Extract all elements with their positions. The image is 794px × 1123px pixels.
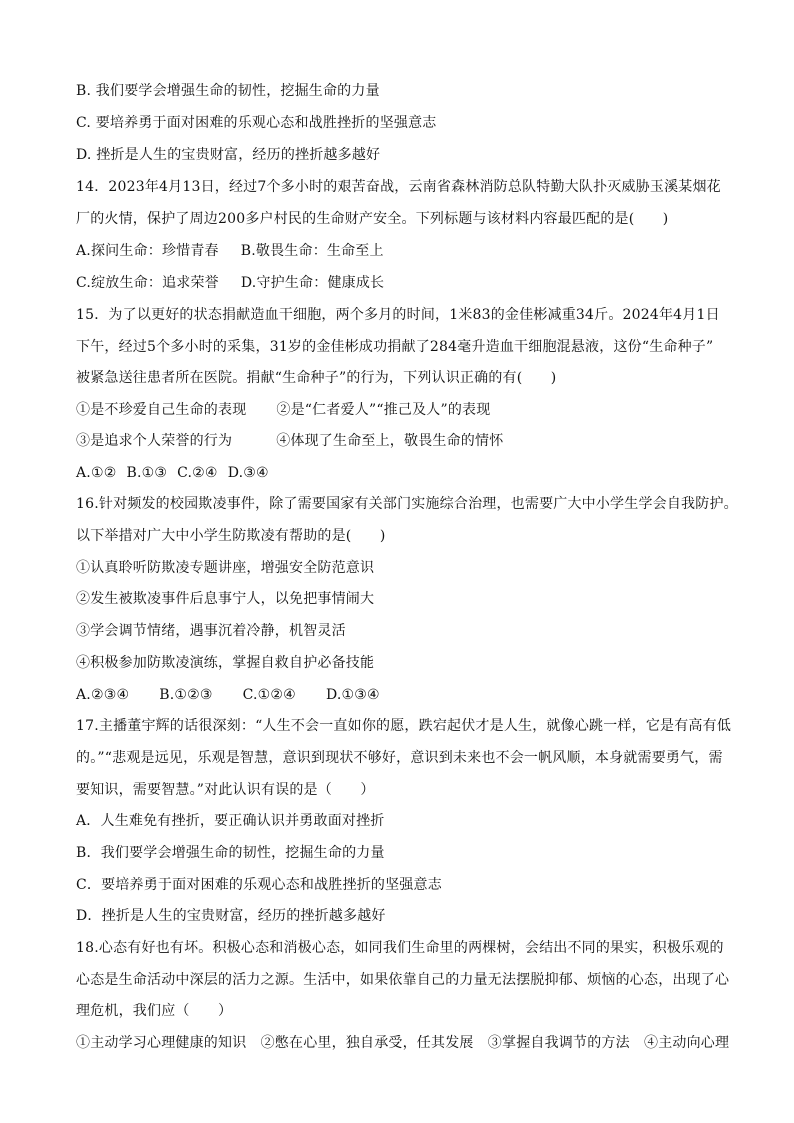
q18-stem-line3: 理危机，我们应（ ） [76, 1003, 233, 1019]
q16-stem-line1: 16.针对频发的校园欺凌事件，除了需要国家有关部门实施综合治理，也需要广大中小学生学会自我防护。 [76, 496, 738, 512]
q15-stem-line2: 下午，经过5个多小时的采集，31岁的金佳彬成功捐献了284毫升造血干细胞混悬液，这份“生命种子” [76, 339, 714, 355]
q14-options-row2 [76, 274, 384, 292]
prev-option-b: B. 我们要学会增强生命的韧性，挖掘生命的力量 [76, 83, 380, 99]
q15-item-2: ②是“仁者爱人”“推己及人”的表现 [276, 402, 491, 418]
q14-option-a: A.探问生命：珍惜青春 [76, 243, 219, 259]
prev-option-d: D. 挫折是人生的宝贵财富，经历的挫折越多越好 [76, 147, 381, 163]
q15-option-d: D.③④ [227, 465, 269, 481]
q14-option-d: D.守护生命：健康成长 [240, 275, 385, 291]
q16-item-2: ②发生被欺凌事件后息事宁人，以免把事情闹大 [76, 591, 375, 607]
q17-stem-line2: 的。”“悲观是远见，乐观是智慧，意识到现状不够好，意识到未来也不会一帆风顺，本身就需要勇气，需 [76, 750, 723, 766]
q18-items-line: ①主动学习心理健康的知识 ②憋在心里，独自承受，任其发展 ③掌握自我调节的方法 ④主动向心理 [76, 1035, 730, 1051]
q14-option-b: B.敬畏生命：生命至上 [240, 243, 384, 259]
q18-stem-line1: 18.心态有好也有坏。积极心态和消极心态，如同我们生命里的两棵树，会结出不同的果实，积极乐观的 [76, 940, 724, 956]
q15-items-row2 [76, 432, 503, 450]
q14-option-c: C.绽放生命：追求荣誉 [76, 275, 219, 291]
q16-option-c: C.①②④ [242, 687, 296, 703]
q16-option-a: A.②③④ [76, 687, 130, 703]
q16-item-1: ①认真聆听防欺凌专题讲座，增强安全防范意识 [76, 560, 375, 576]
q17-option-b: B．我们要学会增强生命的韧性，挖掘生命的力量 [76, 845, 385, 861]
q15-option-c: C.②④ [177, 465, 218, 481]
q16-item-3: ③学会调节情绪，遇事沉着冷静，机智灵活 [76, 623, 346, 639]
q16-stem-line2: 以下举措对广大中小学生防欺凌有帮助的是( ) [76, 528, 386, 544]
q15-options [76, 464, 269, 482]
q18-stem-line2: 心态是生命活动中深层的活力之源。生活中，如果依靠自己的力量无法摆脱抑郁、烦恼的心态，出现了心 [76, 972, 730, 988]
q15-item-1: ①是不珍爱自己生命的表现 [76, 402, 247, 418]
q15-option-b: B.①③ [126, 465, 168, 481]
q15-items-row1 [76, 401, 490, 419]
q17-option-d: D．挫折是人生的宝贵财富，经历的挫折越多越好 [76, 908, 386, 924]
q17-stem-line1: 17.主播董宇辉的话很深刻：“人生不会一直如你的愿，跌宕起伏才是人生，就像心跳一样，它是有高有低 [76, 718, 732, 734]
q16-options [76, 686, 380, 704]
q16-item-4: ④积极参加防欺凌演练，掌握自救自护必备技能 [76, 655, 375, 671]
prev-option-c: C. 要培养勇于面对困难的乐观心态和战胜挫折的坚强意志 [76, 115, 437, 131]
q14-stem-line1: 14．2023年4月13日，经过7个多小时的艰苦奋战，云南省森林消防总队特勤大队扑灭威胁玉溪某烟花 [76, 179, 721, 195]
q15-stem-line1: 15．为了以更好的状态捐献造血干细胞，两个多月的时间，1米83的金佳彬减重34斤。2024年4月1日 [76, 307, 720, 323]
q14-options-row1 [76, 242, 384, 260]
q17-option-c: C．要培养勇于面对困难的乐观心态和战胜挫折的坚强意志 [76, 877, 442, 893]
q15-option-a: A.①② [76, 465, 117, 481]
q17-stem-line3: 要知识，需要智慧。”对此认识有误的是（ ） [76, 782, 375, 798]
q16-option-d: D.①③④ [325, 687, 380, 703]
q15-item-4: ④体现了生命至上，敬畏生命的情怀 [276, 433, 504, 449]
q15-stem-line3: 被紧急送往患者所在医院。捐献“生命种子”的行为，下列认识正确的有( ) [76, 370, 557, 386]
q17-option-a: A．人生难免有挫折，要正确认识并勇敢面对挫折 [76, 813, 385, 829]
q14-stem-line2: 厂的火情，保护了周边200多户村民的生命财产安全。下列标题与该材料内容最匹配的是( ) [76, 211, 669, 227]
q15-item-3: ③是追求个人荣誉的行为 [76, 433, 233, 449]
q16-option-b: B.①②③ [159, 687, 213, 703]
